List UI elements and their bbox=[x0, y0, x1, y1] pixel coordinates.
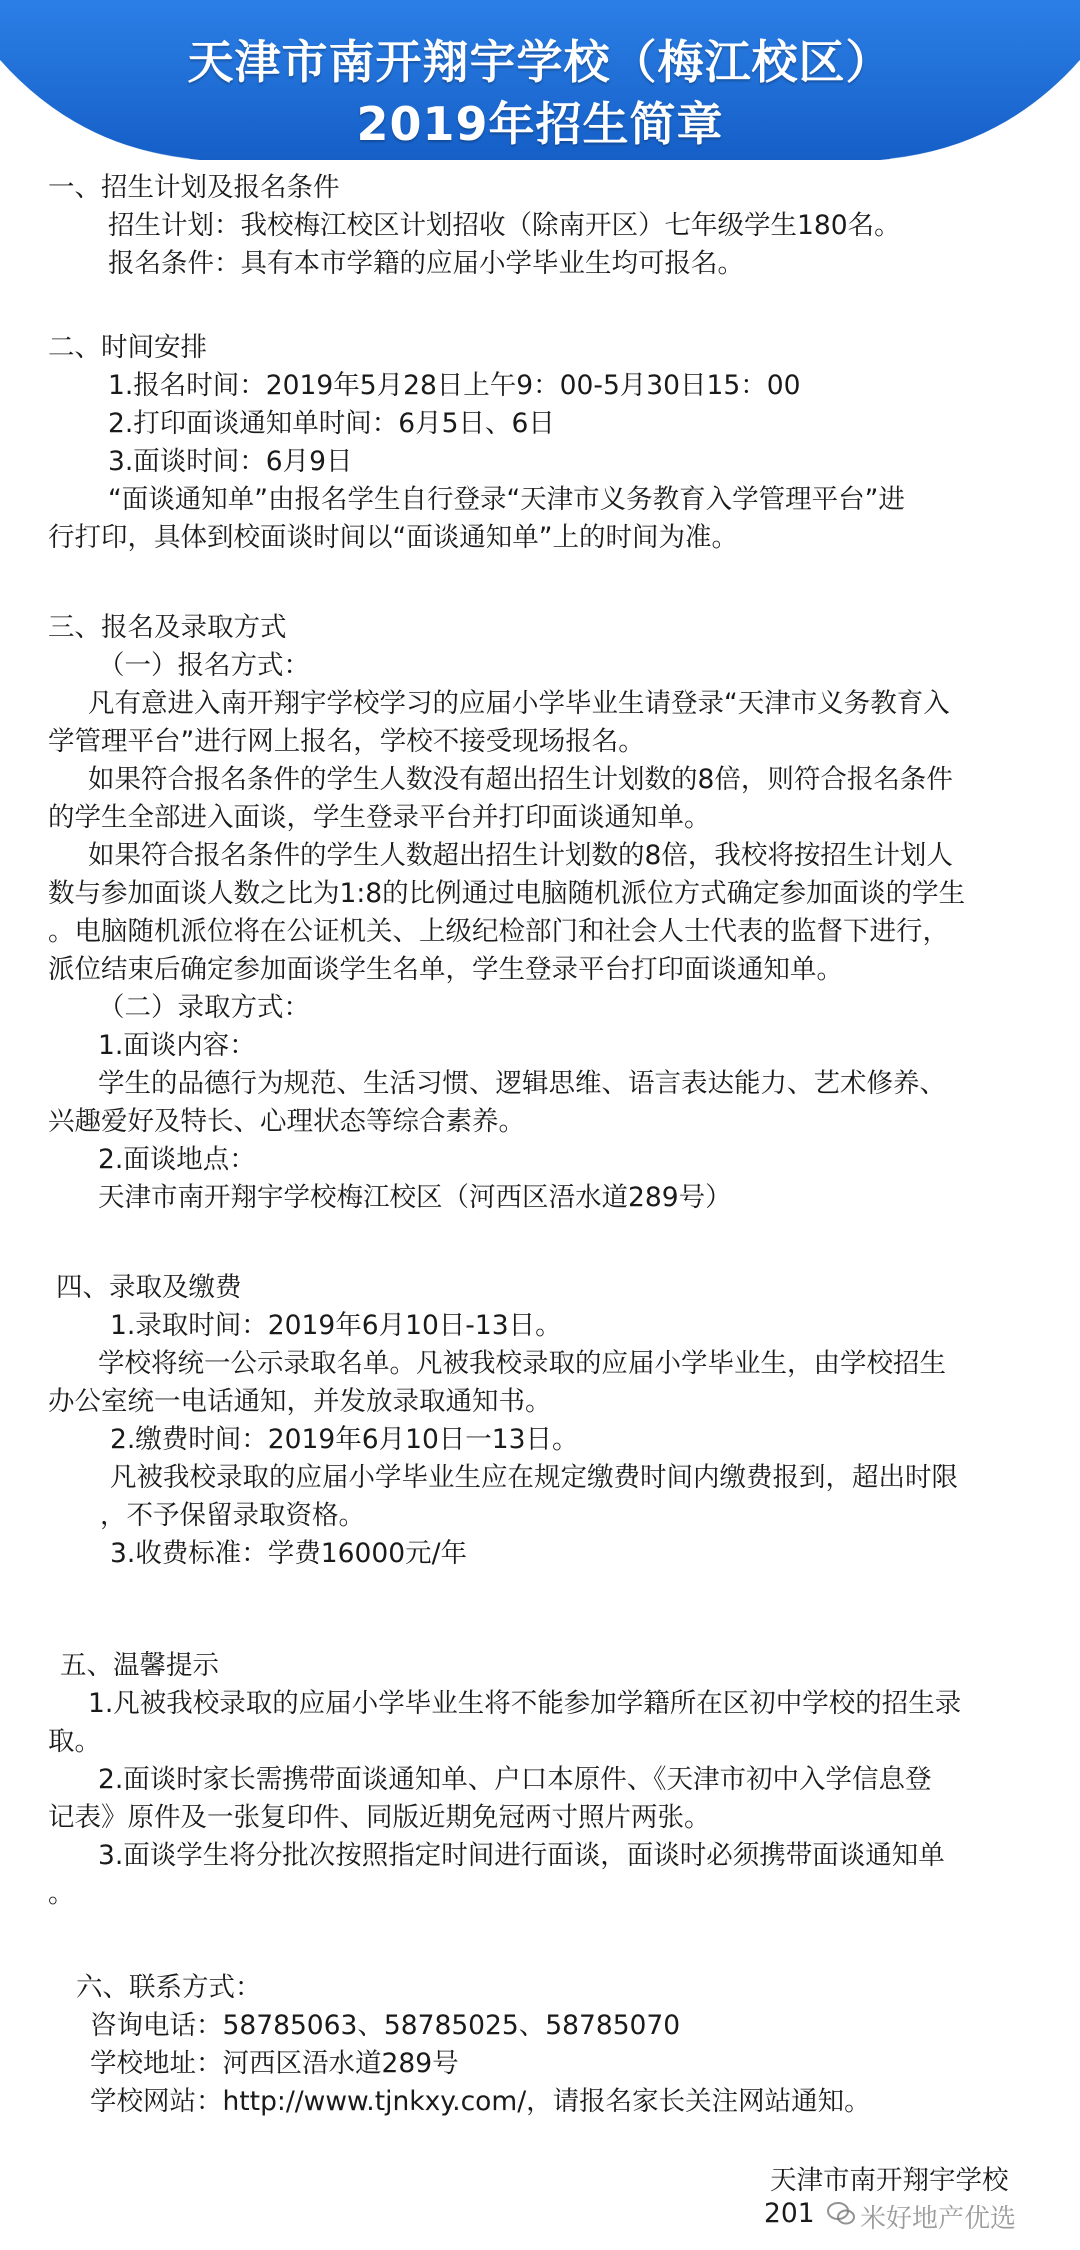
header-banner bbox=[0, 0, 1080, 170]
text-line: 3.收费标准：学费16000元/年 bbox=[110, 1538, 468, 1569]
text-line: 1.凡被我校录取的应届小学毕业生将不能参加学籍所在区初中学校的招生录 bbox=[88, 1688, 962, 1719]
footer-school-name: 天津市南开翔宇学校 bbox=[770, 2165, 1009, 2196]
text-line: 数与参加面谈人数之比为1:8的比例通过电脑随机派位方式确定参加面谈的学生 bbox=[48, 878, 966, 909]
section-heading: 五、温馨提示 bbox=[60, 1650, 219, 1681]
text-line: 派位结束后确定参加面谈学生名单，学生登录平台打印面谈通知单。 bbox=[48, 954, 843, 985]
page-subtitle: 2019年招生简章 bbox=[356, 97, 724, 151]
text-line: 如果符合报名条件的学生人数没有超出招生计划数的8倍，则符合报名条件 bbox=[88, 764, 953, 795]
section-heading: 二、时间安排 bbox=[48, 332, 207, 363]
text-line: 兴趣爱好及特长、心理状态等综合素养。 bbox=[48, 1106, 525, 1137]
text-line: 学校将统一公示录取名单。凡被我校录取的应届小学毕业生，由学校招生 bbox=[98, 1348, 946, 1379]
page-title: 天津市南开翔宇学校（梅江校区） bbox=[187, 35, 893, 89]
text-line: 2.面谈时家长需携带面谈通知单、户口本原件、《天津市初中入学信息登 bbox=[98, 1764, 932, 1795]
text-line: 学生的品德行为规范、生活习惯、逻辑思维、语言表达能力、艺术修养、 bbox=[98, 1068, 946, 1099]
section-heading: 三、报名及录取方式 bbox=[48, 612, 287, 643]
text-line: 学管理平台”进行网上报名，学校不接受现场报名。 bbox=[48, 726, 645, 757]
text-line: 办公室统一电话通知，并发放录取通知书。 bbox=[48, 1386, 552, 1417]
section-heading: 六、联系方式： bbox=[76, 1972, 262, 2003]
contact-website: 学校网站：http://www.tjnkxy.com/，请报名家长关注网站通知。 bbox=[90, 2086, 871, 2117]
watermark-text: 米好地产优选 bbox=[860, 2204, 1017, 2234]
text-line: 记表》原件及一张复印件、同版近期免冠两寸照片两张。 bbox=[48, 1802, 711, 1833]
text-line: 凡有意进入南开翔宇学校学习的应届小学毕业生请登录“天津市义务教育入 bbox=[88, 688, 950, 719]
text-line: 1.报名时间：2019年5月28日上午9：00-5月30日15：00 bbox=[108, 370, 801, 401]
text-line: 。电脑随机派位将在公证机关、上级纪检部门和社会人士代表的监督下进行， bbox=[48, 916, 949, 947]
text-line: ，不予保留录取资格。 bbox=[100, 1500, 365, 1531]
section-heading: 四、录取及缴费 bbox=[56, 1272, 242, 1303]
text-line: 1.录取时间：2019年6月10日-13日。 bbox=[110, 1310, 562, 1341]
document-body bbox=[0, 170, 1080, 2250]
text-line: 的学生全部进入面谈，学生登录平台并打印面谈通知单。 bbox=[48, 802, 711, 833]
text-line: 报名条件：具有本市学籍的应届小学毕业生均可报名。 bbox=[108, 248, 744, 279]
section-heading: 一、招生计划及报名条件 bbox=[48, 172, 340, 203]
text-line: 3.面谈时间：6月9日 bbox=[108, 446, 353, 477]
text-line: 1.面谈内容： bbox=[98, 1030, 256, 1061]
text-line: “面谈通知单”由报名学生自行登录“天津市义务教育入学管理平台”进 bbox=[108, 484, 905, 515]
text-line: 行打印，具体到校面谈时间以“面谈通知单”上的时间为准。 bbox=[48, 522, 738, 553]
text-line: 。 bbox=[48, 1878, 75, 1909]
footer-date: 201 bbox=[764, 2198, 815, 2229]
text-line: （一）报名方式： bbox=[98, 650, 310, 681]
text-line: 如果符合报名条件的学生人数超出招生计划数的8倍，我校将按招生计划人 bbox=[88, 840, 953, 871]
contact-address: 学校地址：河西区浯水道289号 bbox=[90, 2048, 459, 2079]
contact-phone: 咨询电话：58785063、58785025、58785070 bbox=[90, 2010, 681, 2041]
text-line: 2.打印面谈通知单时间：6月5日、6日 bbox=[108, 408, 555, 439]
text-line: 2.缴费时间：2019年6月10日一13日。 bbox=[110, 1424, 579, 1455]
text-line: 3.面谈学生将分批次按照指定时间进行面谈，面谈时必须携带面谈通知单 bbox=[98, 1840, 945, 1871]
text-line: 2.面谈地点： bbox=[98, 1144, 256, 1175]
text-line: 天津市南开翔宇学校梅江校区（河西区浯水道289号） bbox=[98, 1182, 732, 1213]
wechat-bubble-icon bbox=[826, 2200, 856, 2228]
text-line: （二）录取方式： bbox=[98, 992, 310, 1023]
text-line: 招生计划：我校梅江校区计划招收（除南开区）七年级学生180名。 bbox=[108, 210, 901, 241]
text-line: 取。 bbox=[48, 1726, 101, 1757]
text-line: 凡被我校录取的应届小学毕业生应在规定缴费时间内缴费报到，超出时限 bbox=[110, 1462, 958, 1493]
